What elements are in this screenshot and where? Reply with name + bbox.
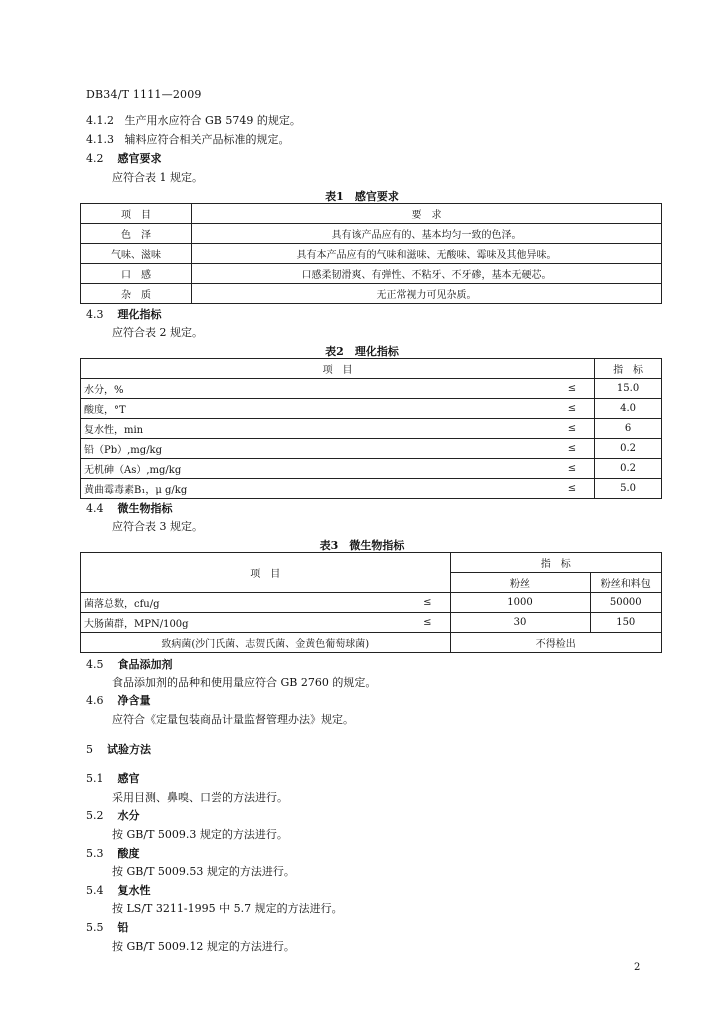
comparator-cell: ≤ (553, 379, 595, 399)
table1 (80, 203, 662, 304)
requirement-cell: 口感柔韧滑爽、有弹性、不粘牙、不牙碜，基本无硬芯。 (192, 264, 662, 284)
clause-5-3 (86, 845, 140, 861)
clause-title: 微生物指标 (117, 502, 173, 515)
clause-number: 5.2 (86, 809, 104, 822)
clause-4-2 (86, 150, 162, 166)
header-cell: 项 目 (81, 553, 451, 593)
chapter-5 (86, 741, 151, 757)
clause-number: 4.1.3 (86, 133, 114, 146)
table-row (81, 419, 662, 439)
table-row (81, 613, 662, 633)
table-row (81, 593, 662, 613)
item-cell: 大肠菌群，MPN/100g (81, 613, 409, 633)
value-cell: 4.0 (595, 399, 662, 419)
paragraph-4-3: 应符合表 2 规定。 (112, 326, 203, 339)
item-cell: 色 泽 (81, 224, 192, 244)
comparator-cell: ≤ (553, 439, 595, 459)
clause-title: 净含量 (117, 694, 151, 707)
clause-number: 4.6 (86, 694, 104, 707)
item-cell: 水分，% (81, 379, 554, 399)
comparator-cell: ≤ (409, 613, 451, 633)
header-cell: 要 求 (192, 204, 662, 224)
header-cell: 指 标 (595, 359, 662, 379)
chapter-title: 试验方法 (107, 743, 151, 756)
value-cell: 15.0 (595, 379, 662, 399)
table3-caption: 表3 微生物指标 (319, 539, 405, 552)
comparator-cell: ≤ (553, 419, 595, 439)
paragraph-5-3: 按 GB/T 5009.53 规定的方法进行。 (112, 865, 295, 878)
clause-number: 4.4 (86, 502, 104, 515)
table2 (80, 358, 662, 499)
item-cell: 黄曲霉毒素B₁，μ g/kg (81, 479, 554, 499)
table-row (81, 284, 662, 304)
value-cell: 6 (595, 419, 662, 439)
comparator-cell: ≤ (553, 479, 595, 499)
header-cell: 项 目 (81, 204, 192, 224)
clause-4-6 (86, 692, 151, 708)
clause-4-1-3 (86, 131, 290, 147)
value-cell: 1000 (450, 593, 590, 613)
header-cell: 项 目 (81, 359, 595, 379)
table-header-row (81, 359, 662, 379)
clause-4-5 (86, 656, 173, 672)
table-header-row (81, 204, 662, 224)
item-cell: 杂 质 (81, 284, 192, 304)
clause-number: 4.2 (86, 152, 104, 165)
value-cell: 0.2 (595, 439, 662, 459)
clause-number: 4.1.2 (86, 114, 114, 127)
clause-4-1-2 (86, 112, 301, 128)
paragraph-5-2: 按 GB/T 5009.3 规定的方法进行。 (112, 828, 288, 841)
paragraph-4-4: 应符合表 3 规定。 (112, 520, 203, 533)
comparator-cell: ≤ (553, 399, 595, 419)
item-cell: 复水性，min (81, 419, 554, 439)
paragraph-5-1: 采用目测、鼻嗅、口尝的方法进行。 (112, 791, 288, 804)
value-cell: 50000 (590, 593, 662, 613)
chapter-number: 5 (86, 743, 93, 756)
requirement-cell: 无正常视力可见杂质。 (192, 284, 662, 304)
clause-4-4 (86, 500, 173, 516)
requirement-cell: 具有该产品应有的、基本均匀一致的色泽。 (192, 224, 662, 244)
paragraph-4-5: 食品添加剂的品种和使用量应符合 GB 2760 的规定。 (112, 676, 377, 689)
document-code: DB34/T 1111—2009 (86, 88, 202, 101)
table-row (81, 479, 662, 499)
clause-text: 辅料应符合相关产品标准的规定。 (124, 133, 290, 146)
clause-title: 食品添加剂 (117, 658, 173, 671)
paragraph-4-2: 应符合表 1 规定。 (112, 171, 203, 184)
item-cell: 菌落总数，cfu/g (81, 593, 409, 613)
clause-5-4 (86, 882, 151, 898)
paragraph-5-5: 按 GB/T 5009.12 规定的方法进行。 (112, 940, 295, 953)
clause-title: 复水性 (117, 884, 151, 897)
item-cell: 气味、滋味 (81, 244, 192, 264)
table-row (81, 459, 662, 479)
item-cell: 无机砷（As）,mg/kg (81, 459, 554, 479)
table-row (81, 244, 662, 264)
clause-number: 5.1 (86, 772, 104, 785)
comparator-cell: ≤ (553, 459, 595, 479)
clause-title: 感官要求 (117, 152, 162, 165)
clause-number: 4.5 (86, 658, 104, 671)
table-row (81, 379, 662, 399)
value-cell: 0.2 (595, 459, 662, 479)
table-header-row (81, 553, 662, 573)
value-cell: 5.0 (595, 479, 662, 499)
page-number: 2 (634, 962, 641, 973)
paragraph-4-6: 应符合《定量包装商品计量监督管理办法》规定。 (112, 713, 354, 726)
value-cell: 不得检出 (450, 633, 662, 653)
table3 (80, 552, 662, 653)
value-cell: 30 (450, 613, 590, 633)
item-cell: 铅（Pb）,mg/kg (81, 439, 554, 459)
table-row (81, 264, 662, 284)
clause-title: 感官 (117, 772, 140, 785)
table-row (81, 439, 662, 459)
item-cell: 口 感 (81, 264, 192, 284)
clause-number: 4.3 (86, 308, 104, 321)
table2-caption: 表2 理化指标 (325, 345, 399, 358)
table-row (81, 224, 662, 244)
subheader-cell: 粉丝和料包 (590, 573, 662, 593)
clause-text: 生产用水应符合 GB 5749 的规定。 (124, 114, 301, 127)
paragraph-5-4: 按 LS/T 3211-1995 中 5.7 规定的方法进行。 (112, 902, 343, 915)
table-row (81, 399, 662, 419)
table-row (81, 633, 662, 653)
value-cell: 150 (590, 613, 662, 633)
table1-caption: 表1 感官要求 (325, 190, 399, 203)
header-cell: 指 标 (450, 553, 662, 573)
comparator-cell: ≤ (409, 593, 451, 613)
clause-5-2 (86, 807, 140, 823)
subheader-cell: 粉丝 (450, 573, 590, 593)
requirement-cell: 具有本产品应有的气味和滋味、无酸味、霉味及其他异味。 (192, 244, 662, 264)
clause-4-3 (86, 306, 162, 322)
clause-5-1 (86, 770, 140, 786)
clause-title: 水分 (117, 809, 140, 822)
clause-title: 铅 (117, 921, 129, 934)
pathogen-cell: 致病菌(沙门氏菌、志贺氏菌、金黄色葡萄球菌) (81, 633, 451, 653)
clause-title: 理化指标 (117, 308, 162, 321)
clause-5-5 (86, 919, 129, 935)
clause-number: 5.3 (86, 847, 104, 860)
clause-number: 5.5 (86, 921, 104, 934)
clause-number: 5.4 (86, 884, 104, 897)
clause-title: 酸度 (117, 847, 140, 860)
item-cell: 酸度，°T (81, 399, 554, 419)
